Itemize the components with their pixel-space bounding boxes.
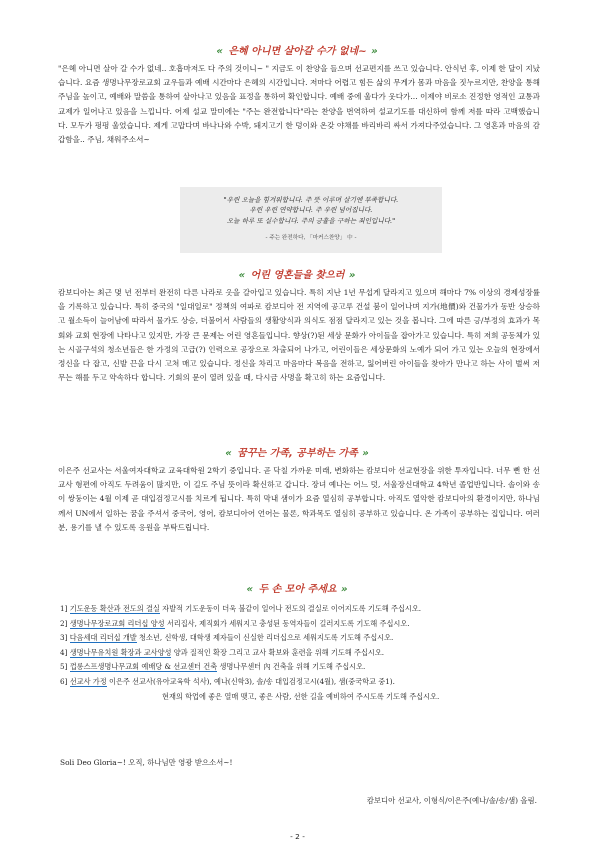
section-heading-prayer — [0, 580, 595, 595]
prayer-title: 생명나무유치원 확장과 교사양성 — [69, 647, 172, 657]
section-heading-family — [0, 444, 595, 459]
prayer-item — [60, 631, 550, 646]
family-paragraph: 이은주 선교사는 서울여자대학교 교육대학원 2학기 중입니다. 곧 닥칠 가까운 미래, 변화하는 캄보디아 선교현장을 위한 투자입니다. 너무 뻔 한 선교사 형편에 아직도 두려움이 많지만, 이 길도 주님 뜻이라 확신하고 갑니다. 장녀 예나는 어느 덧, 서울장신대학교 4학년 졸업반입니다. 솔이와 송이 쌍둥이는 4월 이제 곧 대입검정고시를 치르게 됩니다. 특히 막내 샘이가 요즘 열심히 공부합니다. 아직도 열악한 캄보디아의 환경이지만, 하나님께서 UN에서 일하는 꿈을 주셔서 중국어, 영어, 캄보디아어 언어는 물론, 학과목도 열심히 공부하고 있습니다. 온 가족이 공부하는 집입니다. 여러분, 용기를 낼 수 있도록 응원을 부탁드립니다. — [58, 466, 540, 532]
quote-line: "우린 오늘을 힘겨워합니다. 주 뜻 이루며 살기엔 부족합니다. — [223, 196, 399, 204]
heading-ornament-left: « — [216, 46, 229, 57]
prayer-list — [60, 602, 550, 704]
prayer-title: 생명나무장로교회 리더십 양성 — [69, 618, 165, 628]
prayer-text: 이은주 선교사(유아교육학 석사), 예나(신학3), 솔/송 대입검정고시(4월), 샘(중국학교 중1). — [109, 676, 395, 686]
prayer-item — [60, 646, 550, 661]
heading-ornament-right: » — [344, 270, 357, 281]
heading-ornament-left: « — [246, 584, 259, 595]
prayer-text: 생명나무센터 內 건축을 위해 기도해 주십시오. — [219, 662, 366, 672]
hymn-quote-box — [180, 187, 442, 253]
prayer-continuation: 현재의 학업에 좋은 열매 맺고, 좋은 사람, 선한 길을 예비하여 주시도록 기도해 주십시오. — [162, 691, 440, 701]
prayer-item — [60, 617, 550, 632]
heading-ornament-right: » — [357, 448, 370, 459]
page-number: - 2 - — [290, 832, 305, 841]
prayer-number: 4] — [60, 647, 68, 657]
heading-text: 두 손 모아 주세요 — [258, 584, 337, 595]
prayer-text: 자발적 기도운동이 더욱 불같이 일어나 전도의 결실로 이어지도록 기도해 주십시오. — [162, 604, 422, 613]
grace-paragraph: "은혜 아니면 살아 갈 수가 없네.. 호흡마저도 다 주의 것이니~ " 지금도 이 찬양을 들으며 선교편지를 쓰고 있습니다. 안식년 후, 이제 한 달이 지났습니다. 요즘 생명나무장로교회 교우들과 예배 시간마다 은혜의 시간입니다. 저마다 어렵고 힘든 삶의 무게가 몸과 마음을 짓누르지만, 찬양을 통해 주님을 높이고, 예배와 말씀을 통하여 살아나고 있음을 표정을 통하여 확인합니다. 예배 중에 울다가 웃다가... 이제야 비로소 진정한 영적인 교통과 교제가 일어나고 있음을 느낍니다. 어제 설교 말미에는 "주는 완전합니다"라는 찬양을 번역하여 설교기도를 대신하여 함께 저를 따라 고백했습니다. 모두가 펑펑 울었습니다. 제게 고맙다며 바나나와 수박, 돼지고기 한 덩이와 온갖 야채를 바리바리 싸서 가져다주었습니다. 그 영혼과 마음의 감갑함을.. 주님, 채워주소서~ — [58, 64, 540, 145]
prayer-title: 기도운동 확산과 전도의 결실 — [69, 604, 160, 613]
prayer-item — [60, 675, 550, 690]
prayer-number: 2] — [60, 618, 68, 628]
prayer-text: 청소년, 신학생, 대학생 제자들이 신실한 리더십으로 세워지도록 기도해 주십시오. — [139, 633, 394, 643]
heading-text: 어린 영혼들을 찾으러 — [250, 270, 345, 281]
quote-line: 우린 우린 연약합니다. 주 우린 넘어집니다. — [249, 206, 373, 215]
heading-text: 은혜 아니면 살아갈 수가 없네~ — [228, 46, 367, 57]
signature: 캄보디아 선교사, 이형식/이은주(예나/솔/송/샘) 올림. — [366, 796, 537, 805]
children-paragraph: 캄보디아는 최근 몇 년 전부터 완전히 다른 나라로 옷을 갈아입고 있습니다. 특히 지난 1년 무섭게 달라지고 있으며 해마다 7% 이상의 경제성장률을 기록하고 있습니다. 특히 중국의 "일대일로" 정책의 여파로 캄보디아 전 지역에 공고루 건설 붐이 일어나며 지가(地價)와 건물가가 동반 상승하고 월소득이 늘어남에 따라서 물가도 상승, 더불어서 사람들의 생활양식과 의식도 점점 달라지고 있는 것을 봅니다. 그에 따른 긍/부정의 효과가 목회와 교회 현장에 나타나고 있지만, 가장 큰 문제는 어린 영혼들입니다. 향상(?)된 세상 문화가 아이들을 잡아가고 있습니다. 특히 저희 공동체가 있는 시골구석의 청소년들은 한 가정의 고급(?) 인력으로 공장으로 차출되어 나가고, 어린이들은 세상문화의 노예가 되어 가고 있는 오늘의 현장에서 정신을 다 잡고, 신발 끈을 다시 고쳐 매고 있습니다. 정신을 차리고 마음마다 복음을 전하고, 잃어버린 아이들을 찾아가 만나고 하는 사이 벌써 저무는 해를 두고 약속하다 합니다. 기회의 문이 열려 있을 때, 다시금 사명을 확고히 하는 요즘입니다. — [58, 288, 540, 383]
prayer-number: 5] — [60, 662, 68, 672]
heading-ornament-right: » — [366, 46, 379, 57]
prayer-item — [60, 602, 550, 617]
section-heading-grace — [0, 42, 595, 57]
prayer-number: 3] — [60, 633, 68, 643]
prayer-title: 선교사 가정 — [69, 676, 107, 686]
prayer-item — [60, 660, 550, 675]
prayer-title: 다음세대 리더십 개발 — [69, 633, 137, 643]
prayer-text: 서리집사, 제직회가 세워지고 충성된 동역자들이 길러지도록 기도해 주십시오. — [166, 618, 410, 628]
heading-ornament-left: « — [238, 270, 251, 281]
quote-source: - 주는 완전하다, 「마커스찬양」 中 - — [265, 235, 357, 242]
closing-doxology: Soli Deo Gloria~! 오직, 하나님만 영광 받으소서~! — [60, 758, 233, 767]
section-heading-children — [0, 266, 595, 281]
quote-line: 오늘 하루 또 실수합니다. 주의 긍휼을 구하는 죄인입니다." — [226, 216, 396, 225]
prayer-number: 1] — [60, 604, 68, 613]
prayer-text: 양과 질적인 확장 그리고 교사 확보와 훈련을 위해 기도해 주십시오. — [173, 647, 385, 657]
heading-ornament-right: » — [336, 584, 349, 595]
prayer-title: 껍롱스프생명나무교회 예배당 & 선교센터 건축 — [69, 662, 218, 672]
prayer-number: 6] — [60, 676, 68, 686]
heading-text: 꿈꾸는 가족, 공부하는 가족 — [237, 448, 358, 459]
heading-ornament-left: « — [225, 448, 238, 459]
